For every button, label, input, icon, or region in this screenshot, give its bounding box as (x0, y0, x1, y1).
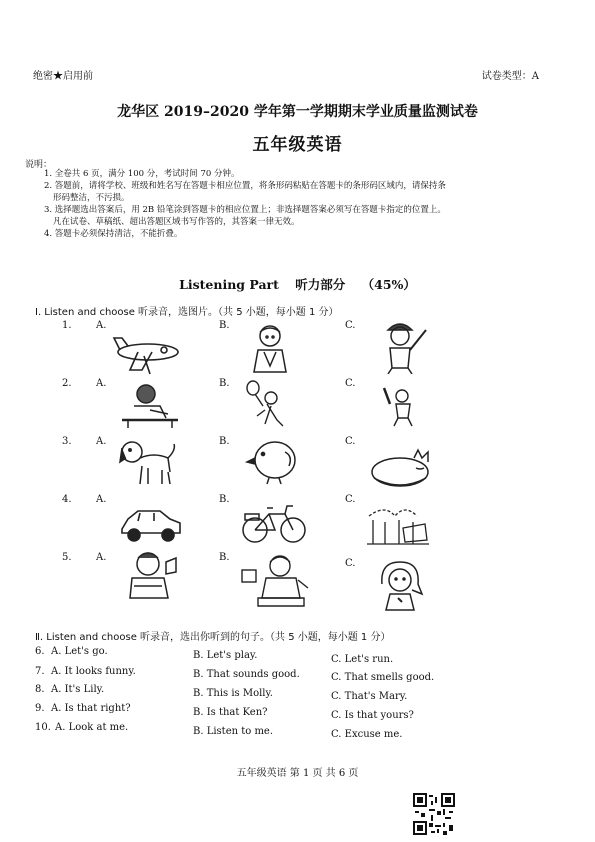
question-number: 1. (62, 320, 72, 331)
batter-icon (378, 384, 420, 428)
question-number: 6. (35, 646, 45, 657)
sleeping-cat-icon (368, 448, 438, 490)
option-b-label: B. (219, 436, 230, 447)
option-b-label: B. (219, 552, 230, 563)
instruction-item: 2. 答题前，请将学校、班级和姓名写在答题卡相应位置，将条形码粘贴在答题卡的条形码区域内，请保持条 (44, 181, 446, 191)
option-a-label: A. (96, 378, 107, 389)
airplane-icon (108, 330, 188, 380)
section-title-en: Listening Part (179, 277, 279, 292)
dog-icon (118, 432, 178, 488)
option-a-label: A. (96, 320, 107, 331)
qr-code-icon (413, 793, 455, 835)
option-c-label: C. (345, 558, 356, 569)
question-number: 9. (35, 703, 45, 714)
option-a-sentence: A. Is that right? (51, 703, 131, 714)
option-a-label: A. (96, 436, 107, 447)
instruction-item: 形码整洁，不污损。 (53, 193, 130, 203)
option-a-sentence: A. It's Lily. (51, 684, 105, 695)
page-title: 龙华区 2019–2020 学年第一学期期末学业质量监测试卷 (117, 104, 478, 120)
question-number: 2. (62, 378, 72, 389)
option-b-sentence: B. This is Molly. (193, 688, 273, 699)
option-c-sentence: C. That smells good. (331, 672, 435, 683)
part1-title: Ⅰ. Listen and choose 听录音，选图片。（共 5 小题，每小题 1 分） (35, 307, 339, 318)
section-title-cn: 听力部分 (295, 277, 346, 292)
question-number: 8. (35, 684, 45, 695)
instruction-item: 3. 选择题选出答案后，用 2B 铅笔涂到答题卡的相应位置上；非选择题答案必须写在答题卡指定的位置上。 (44, 205, 446, 215)
instruction-item: 4. 答题卡必须保持清洁，不能折叠。 (44, 229, 183, 239)
doctor-icon (240, 322, 300, 376)
option-b-label: B. (219, 378, 230, 389)
option-c-label: C. (345, 320, 356, 331)
confidential-label: 绝密★启用前 (33, 71, 93, 82)
option-c-label: C. (345, 378, 356, 389)
girl-icon (374, 558, 428, 612)
baseball-player-icon (370, 318, 430, 374)
paper-type-label: 试卷类型：A (481, 71, 539, 82)
grandmother-icon (238, 552, 312, 608)
option-a-sentence: A. Let's go. (51, 646, 108, 657)
option-c-sentence: C. That's Mary. (331, 691, 408, 702)
question-number: 10. (35, 722, 51, 733)
notes-label: 说明： (25, 160, 53, 170)
option-a-label: A. (96, 552, 107, 563)
option-a-sentence: A. Look at me. (55, 722, 129, 733)
option-a-sentence: A. It looks funny. (51, 666, 136, 677)
section-percentage: （45%） (361, 277, 416, 292)
part2-title: Ⅱ. Listen and choose 听录音，选出你听到的句子。（共 5 小题，每小题 1 分） (35, 632, 391, 643)
bicycle-icon (241, 500, 307, 546)
option-b-label: B. (219, 320, 230, 331)
option-c-label: C. (345, 494, 356, 505)
chick-icon (245, 432, 301, 486)
studying-boy-icon (120, 382, 180, 428)
option-b-sentence: B. That sounds good. (193, 669, 300, 680)
listening-section-header (0, 275, 595, 293)
reading-child-icon (124, 548, 180, 604)
question-number: 5. (62, 552, 72, 563)
instruction-item: 1. 全卷共 6 页，满分 100 分，考试时间 70 分钟。 (44, 169, 240, 179)
option-b-sentence: B. Let's play. (193, 650, 258, 661)
page-footer: 五年级英语 第 1 页 共 6 页 (236, 768, 359, 779)
page-subtitle: 五年级英语 (252, 135, 343, 155)
option-c-sentence: C. Is that yours? (331, 710, 414, 721)
tennis-player-icon (243, 380, 295, 428)
option-a-label: A. (96, 494, 107, 505)
option-b-sentence: B. Is that Ken? (193, 707, 268, 718)
question-number: 7. (35, 666, 45, 677)
question-number: 3. (62, 436, 72, 447)
option-c-sentence: C. Let's run. (331, 654, 394, 665)
street-scene-icon (365, 500, 431, 548)
car-icon (118, 505, 184, 543)
instructions-list (44, 168, 514, 240)
option-b-sentence: B. Listen to me. (193, 726, 274, 737)
instruction-item: 凡在试卷、草稿纸、超出答题区域书写作答的，其答案一律无效。 (53, 217, 300, 227)
option-c-label: C. (345, 436, 356, 447)
option-c-sentence: C. Excuse me. (331, 729, 403, 740)
question-number: 4. (62, 494, 72, 505)
option-b-label: B. (219, 494, 230, 505)
